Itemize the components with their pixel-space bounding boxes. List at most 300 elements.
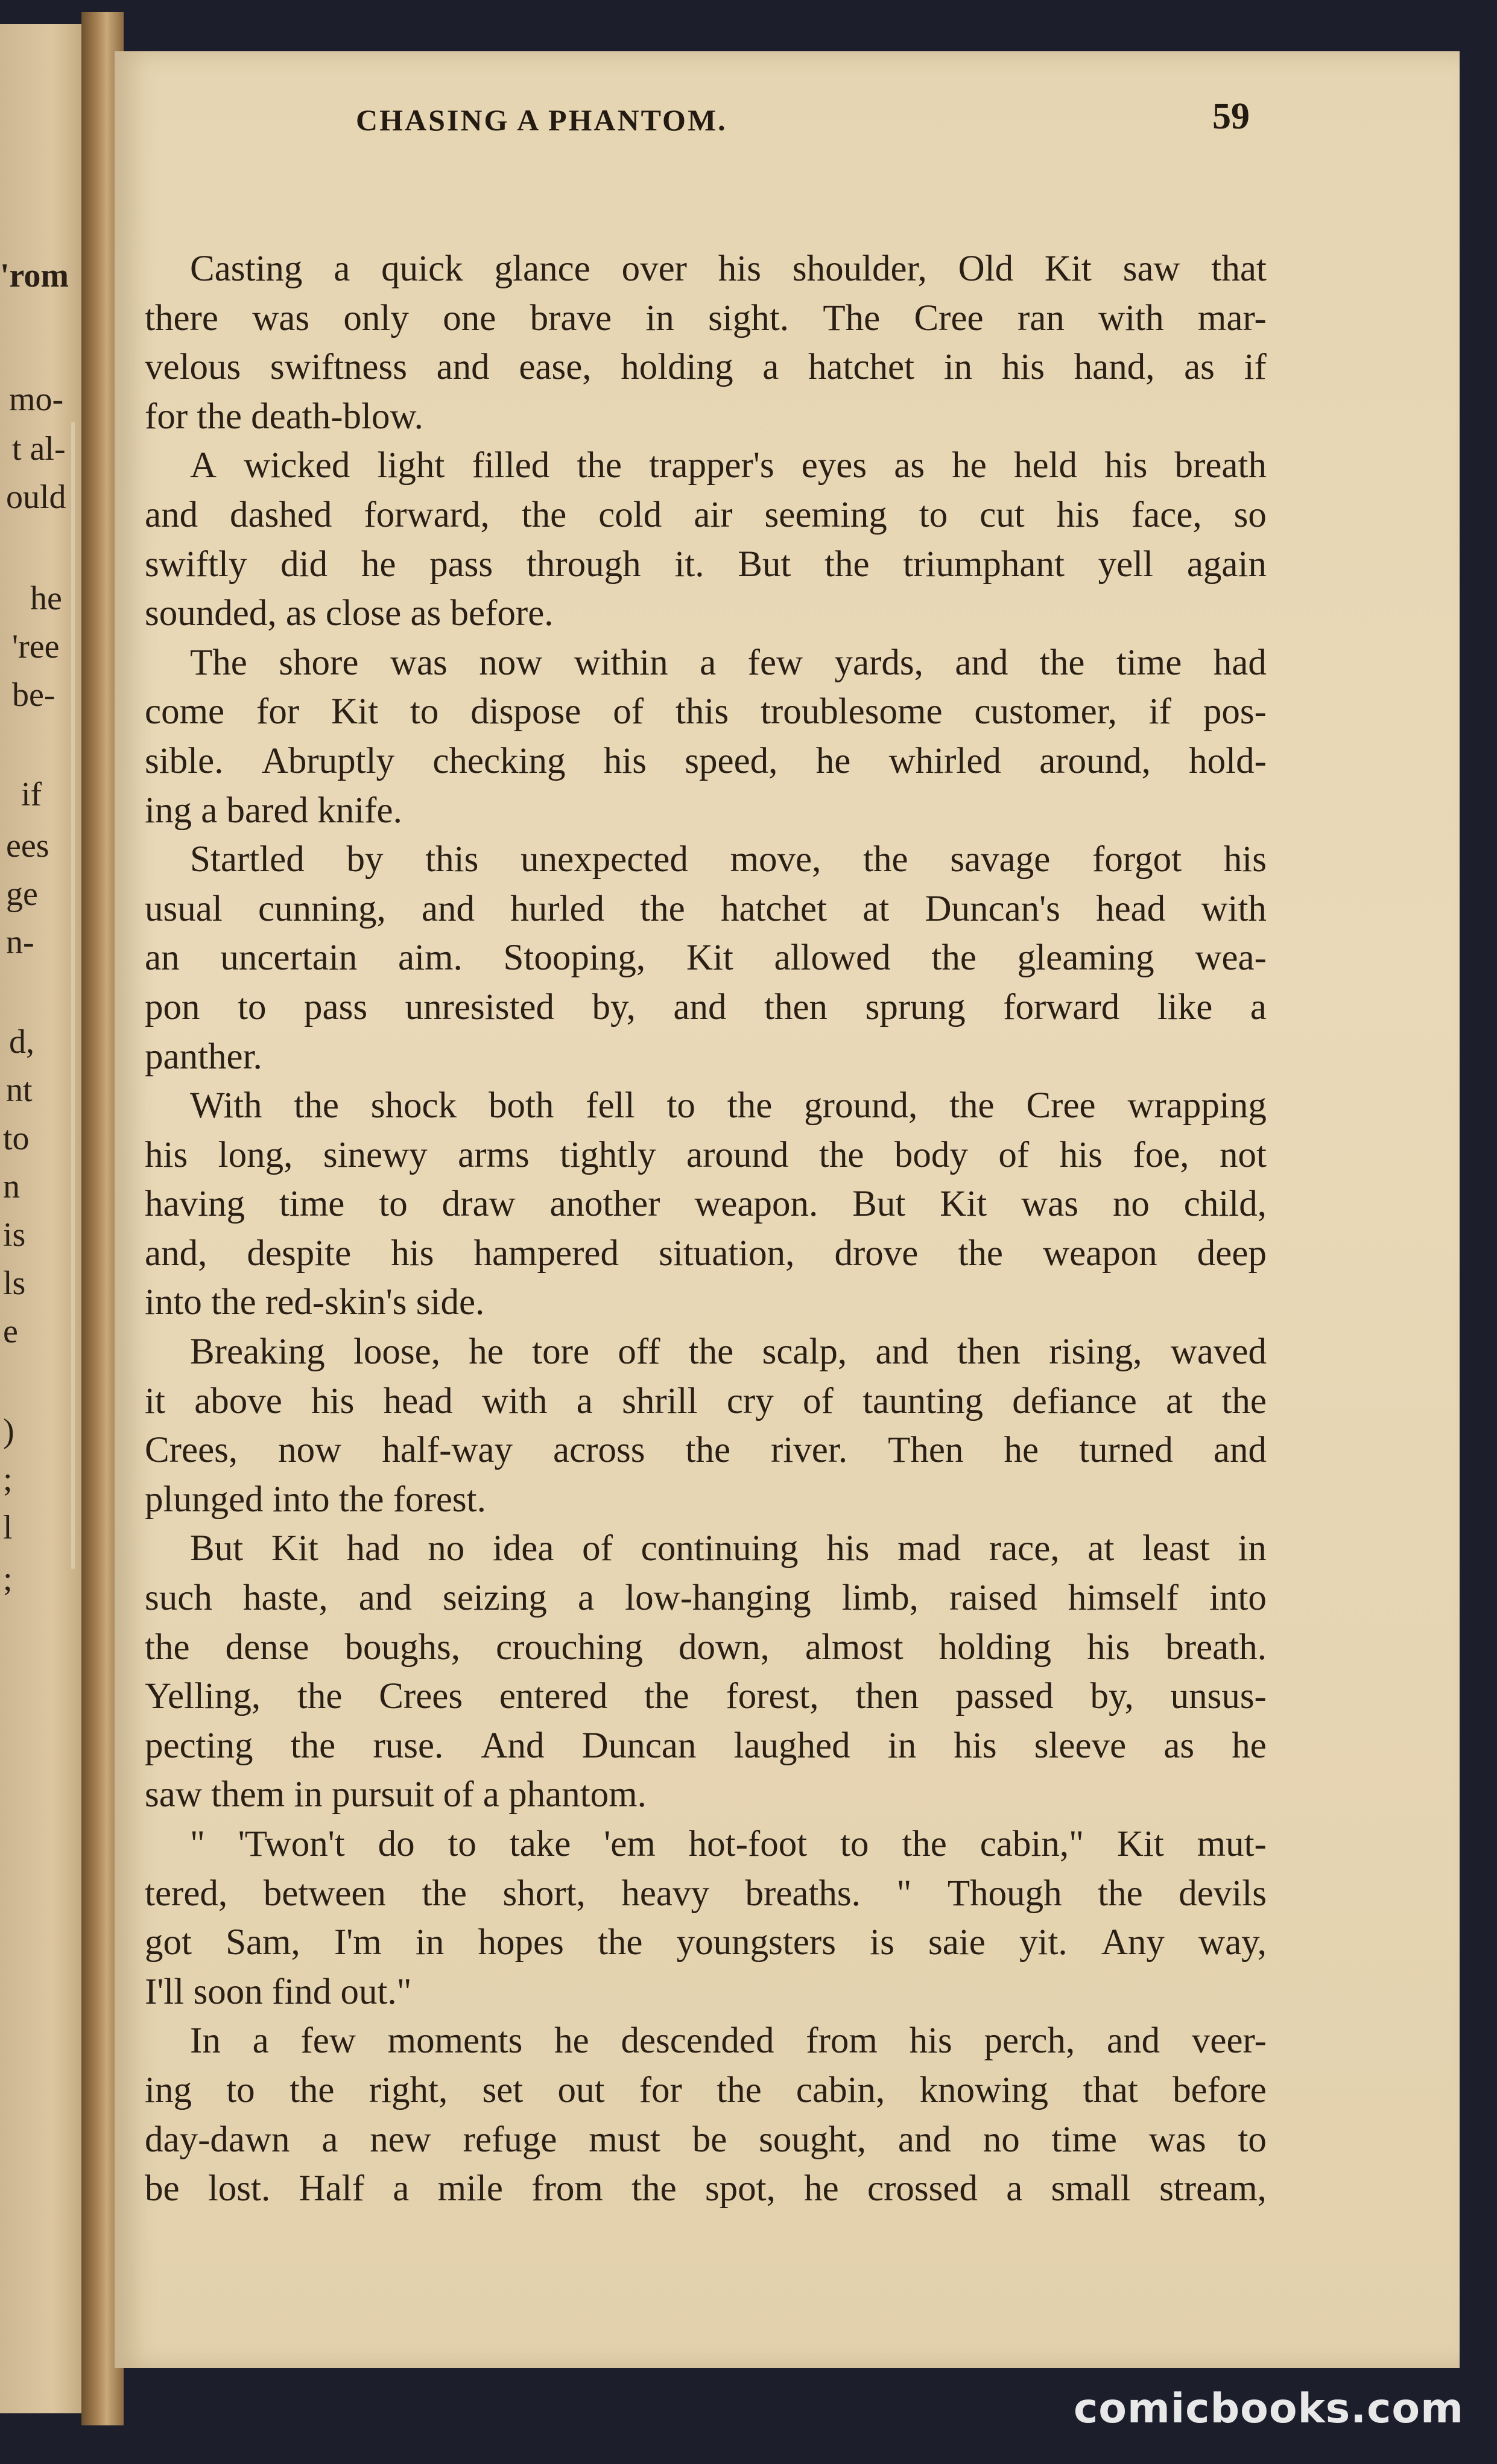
- word: ground,: [804, 1085, 918, 1126]
- word: Kit: [940, 1184, 987, 1225]
- text-line: [145, 687, 1267, 737]
- text-line-content: [190, 441, 1267, 491]
- word: ease,: [519, 347, 592, 388]
- word: then: [764, 986, 828, 1027]
- word: half-way: [382, 1430, 513, 1471]
- word: as: [1184, 347, 1215, 388]
- text-line: [145, 1623, 1267, 1672]
- word: there: [145, 297, 218, 338]
- word: wea-: [1195, 938, 1267, 979]
- word: body: [894, 1134, 968, 1175]
- word: and: [955, 642, 1008, 683]
- word: knowing: [919, 2069, 1049, 2110]
- text-line: [145, 1770, 1267, 1820]
- word: Any: [1101, 1922, 1165, 1963]
- word: the: [1039, 642, 1085, 683]
- text-line: [145, 1229, 1267, 1278]
- word: ": [190, 1824, 205, 1864]
- text-line-content: into the red-skin's side.: [145, 1282, 485, 1323]
- word: Though: [947, 1873, 1062, 1914]
- word: another: [549, 1184, 660, 1225]
- word: cry: [726, 1380, 774, 1421]
- word: his: [1104, 445, 1148, 486]
- word: then: [957, 1332, 1021, 1373]
- word: not: [1220, 1134, 1267, 1175]
- word: at: [1166, 1380, 1193, 1421]
- text-line: [145, 491, 1267, 540]
- word: swiftly: [145, 544, 247, 585]
- word: having: [145, 1184, 245, 1225]
- text-line-content: [145, 1623, 1267, 1672]
- word: with: [482, 1380, 548, 1421]
- word: is: [870, 1922, 894, 1963]
- text-line: [145, 933, 1267, 983]
- word: arms: [458, 1134, 530, 1175]
- word: raised: [949, 1578, 1037, 1619]
- text-line-content: [190, 1524, 1267, 1573]
- word: his: [909, 2021, 952, 2062]
- word: into: [1209, 1578, 1267, 1619]
- word: scalp,: [762, 1332, 847, 1373]
- word: the: [717, 2069, 762, 2110]
- word: Breaking: [190, 1332, 325, 1373]
- word: Stooping,: [503, 938, 646, 979]
- word: few: [300, 2021, 356, 2062]
- word: if: [1244, 347, 1267, 388]
- word: unexpected: [521, 839, 688, 880]
- word: a: [577, 1578, 595, 1619]
- text-line-content: [190, 244, 1267, 294]
- word: foe,: [1133, 1134, 1189, 1175]
- word: the: [294, 1085, 339, 1126]
- word: I'm: [334, 1922, 382, 1963]
- word: weapon: [1043, 1233, 1157, 1274]
- word: river.: [771, 1430, 848, 1471]
- word: the: [644, 1676, 689, 1717]
- word: the: [931, 938, 976, 979]
- word: like: [1157, 986, 1213, 1027]
- word: by,: [592, 986, 636, 1027]
- text-line: [145, 1524, 1267, 1573]
- word: off: [618, 1332, 660, 1373]
- text-line: [145, 1869, 1267, 1919]
- text-line: [145, 1180, 1267, 1229]
- word: and: [436, 347, 490, 388]
- word: low-hanging: [625, 1578, 811, 1619]
- text-line: [145, 589, 1267, 638]
- text-line: [145, 1278, 1267, 1327]
- word: tightly: [560, 1134, 656, 1175]
- text-line: [145, 1327, 1267, 1377]
- word: ran: [1017, 297, 1065, 338]
- word: The: [823, 297, 881, 338]
- text-line: [145, 2115, 1267, 2165]
- word: a: [1006, 2168, 1023, 2209]
- word: the: [727, 1085, 773, 1126]
- word: dispose: [470, 691, 581, 732]
- word: held: [1014, 445, 1078, 486]
- word: hold-: [1189, 740, 1267, 781]
- word: be: [692, 2119, 727, 2160]
- word: both: [488, 1085, 554, 1126]
- word: himself: [1068, 1578, 1179, 1619]
- text-line: [145, 294, 1267, 343]
- word: Casting: [190, 249, 303, 289]
- word: to: [379, 1184, 408, 1225]
- word: wrapping: [1127, 1085, 1267, 1126]
- word: his: [1001, 347, 1045, 388]
- word: haste,: [243, 1578, 328, 1619]
- word: the: [289, 2069, 335, 2110]
- word: from: [531, 2168, 603, 2209]
- left-page-fragment: is: [3, 1216, 26, 1254]
- word: crouching: [496, 1627, 643, 1668]
- word: that: [1083, 2069, 1138, 2110]
- word: he: [815, 740, 851, 781]
- word: wicked: [244, 445, 350, 486]
- word: it.: [674, 544, 704, 585]
- word: sible.: [145, 740, 224, 781]
- text-line: [145, 1820, 1267, 1869]
- text-line-content: [190, 835, 1267, 884]
- word: the: [685, 1430, 731, 1471]
- word: to: [1238, 2119, 1267, 2160]
- word: to: [238, 986, 267, 1027]
- left-page-fragment: d,: [9, 1023, 34, 1061]
- word: pass: [304, 986, 368, 1027]
- word: was: [390, 642, 448, 683]
- word: cold: [598, 494, 662, 535]
- text-line-content: sounded, as close as before.: [145, 593, 554, 634]
- text-line: [145, 1032, 1267, 1082]
- word: forward: [1003, 986, 1120, 1027]
- left-page-fragment: ;: [3, 1560, 13, 1598]
- word: he: [554, 2021, 589, 2062]
- word: the: [824, 544, 870, 585]
- text-line: [145, 1426, 1267, 1475]
- text-line: [145, 1721, 1267, 1771]
- word: gleaming: [1017, 938, 1154, 979]
- text-line-content: [145, 1869, 1267, 1919]
- word: loose,: [353, 1332, 440, 1373]
- word: no: [1112, 1184, 1150, 1225]
- text-line-content: ing a bared knife.: [145, 790, 402, 831]
- running-head: CHASING A PHANTOM.: [356, 103, 727, 137]
- word: least: [1142, 1528, 1210, 1569]
- text-line: [145, 884, 1267, 934]
- word: defiance: [1012, 1380, 1137, 1421]
- word: hand,: [1074, 347, 1155, 388]
- word: small: [1051, 2168, 1131, 2209]
- word: hatchet: [808, 347, 915, 388]
- text-line: [145, 1131, 1267, 1180]
- text-line-content: plunged into the forest.: [145, 1479, 486, 1520]
- word: In: [190, 2021, 221, 2062]
- word: deep: [1197, 1233, 1267, 1274]
- word: he: [804, 2168, 839, 2209]
- text-line-content: [145, 540, 1267, 589]
- word: as: [1163, 1725, 1195, 1766]
- word: the: [145, 1627, 190, 1668]
- word: checking: [432, 740, 566, 781]
- word: his: [1059, 1134, 1103, 1175]
- word: the: [640, 888, 685, 929]
- word: allowed: [774, 938, 891, 979]
- word: forest,: [726, 1676, 819, 1717]
- text-line-content: [190, 1081, 1267, 1131]
- word: shoulder,: [792, 249, 927, 289]
- word: around,: [1039, 740, 1151, 781]
- word: the: [688, 1332, 734, 1373]
- word: usual: [145, 888, 223, 929]
- word: glance: [494, 249, 590, 289]
- left-page-fragment: to: [3, 1120, 30, 1157]
- word: boughs,: [344, 1627, 461, 1668]
- left-page-fragment: if: [21, 776, 42, 813]
- word: cunning,: [258, 888, 386, 929]
- word: crossed: [867, 2168, 978, 2209]
- text-line-content: [145, 2066, 1267, 2115]
- word: and: [1213, 1430, 1267, 1471]
- word: ": [896, 1873, 912, 1914]
- word: out: [557, 2069, 605, 2110]
- word: But: [738, 544, 791, 585]
- word: With: [190, 1085, 262, 1126]
- word: But: [190, 1528, 244, 1569]
- word: Kit: [331, 691, 379, 732]
- text-line-content: [145, 1131, 1267, 1180]
- word: down,: [679, 1627, 770, 1668]
- word: at: [1087, 1528, 1115, 1569]
- word: then: [855, 1676, 919, 1717]
- word: tore: [532, 1332, 590, 1373]
- word: before: [1173, 2069, 1267, 2110]
- word: holding: [621, 347, 733, 388]
- word: across: [553, 1430, 645, 1471]
- word: mile: [437, 2168, 503, 2209]
- word: right,: [369, 2069, 448, 2110]
- text-line-content: [145, 933, 1267, 983]
- text-line-content: saw them in pursuit of a phantom.: [145, 1774, 647, 1815]
- word: devils: [1179, 1873, 1267, 1914]
- word: passed: [955, 1676, 1054, 1717]
- word: and: [421, 888, 475, 929]
- word: despite: [247, 1233, 352, 1274]
- word: the: [818, 1134, 864, 1175]
- word: eyes: [801, 445, 867, 486]
- word: pos-: [1203, 691, 1267, 732]
- word: and: [358, 1578, 412, 1619]
- word: way,: [1198, 1922, 1267, 1963]
- word: yards,: [834, 642, 923, 683]
- word: pon: [145, 986, 200, 1027]
- word: pecting: [145, 1725, 253, 1766]
- word: to: [226, 2069, 255, 2110]
- word: that: [1211, 249, 1267, 289]
- word: the: [297, 1676, 343, 1717]
- word: hot-foot: [688, 1824, 808, 1864]
- text-line-content: [145, 1180, 1267, 1229]
- text-line: [145, 2066, 1267, 2115]
- word: A: [190, 445, 217, 486]
- word: saie: [928, 1922, 986, 1963]
- text-line: [145, 1672, 1267, 1721]
- word: shrill: [622, 1380, 698, 1421]
- word: brave: [530, 297, 612, 338]
- word: face,: [1131, 494, 1202, 535]
- left-page-fragment: 'rom: [0, 257, 69, 294]
- word: to: [410, 691, 439, 732]
- word: waved: [1170, 1332, 1267, 1373]
- word: hatchet: [720, 888, 828, 929]
- word: do: [378, 1824, 415, 1864]
- word: to: [666, 1085, 695, 1126]
- text-line: [145, 441, 1267, 491]
- word: head: [1096, 888, 1166, 929]
- word: 'em: [604, 1824, 656, 1864]
- word: by: [346, 839, 384, 880]
- text-line: [145, 244, 1267, 294]
- text-line: [145, 638, 1267, 688]
- word: a: [393, 2168, 410, 2209]
- text-line: [145, 343, 1267, 392]
- word: now: [479, 642, 543, 683]
- word: dashed: [230, 494, 332, 535]
- text-line-content: [190, 638, 1267, 688]
- word: come: [145, 691, 225, 732]
- left-page-fragment: ;: [3, 1461, 13, 1498]
- word: Crees: [379, 1676, 463, 1717]
- word: it: [145, 1380, 165, 1421]
- word: sought,: [759, 2119, 867, 2160]
- word: forward,: [364, 494, 490, 535]
- word: a: [700, 642, 717, 683]
- text-line-content: [145, 1229, 1267, 1278]
- word: as: [894, 445, 925, 486]
- word: rising,: [1049, 1332, 1142, 1373]
- word: Old: [958, 249, 1014, 289]
- text-line: [145, 392, 1267, 442]
- word: hampered: [473, 1233, 619, 1274]
- text-line-content: [145, 1918, 1267, 1967]
- left-page-fragment: 'ree: [12, 628, 60, 665]
- word: quick: [381, 249, 463, 289]
- word: had: [1213, 642, 1267, 683]
- text-line-content: I'll soon find out.": [145, 1971, 412, 2012]
- word: through: [526, 544, 641, 585]
- word: Cree: [1026, 1085, 1096, 1126]
- word: sleeve: [1034, 1725, 1127, 1766]
- word: did: [280, 544, 328, 585]
- left-page-fragment: nt: [6, 1072, 33, 1109]
- word: child,: [1183, 1184, 1267, 1225]
- word: mar-: [1197, 297, 1267, 338]
- word: no: [983, 2119, 1020, 2160]
- left-page-fragment: l: [3, 1509, 13, 1546]
- left-page-fragment: n: [3, 1168, 20, 1205]
- word: velous: [145, 347, 241, 388]
- word: shock: [370, 1085, 457, 1126]
- word: again: [1186, 544, 1267, 585]
- word: with: [1098, 297, 1164, 338]
- word: the: [521, 494, 567, 535]
- word: lost.: [207, 2168, 271, 2209]
- text-line-content: [145, 343, 1267, 392]
- text-line: [145, 1377, 1267, 1426]
- text-line: [145, 1573, 1267, 1623]
- text-line: [145, 737, 1267, 786]
- word: whirled: [888, 740, 1001, 781]
- word: in: [1238, 1528, 1267, 1569]
- text-line-content: for the death-blow.: [145, 396, 423, 437]
- word: breaths.: [745, 1873, 861, 1914]
- word: his: [145, 1134, 188, 1175]
- left-page-fragment: e: [3, 1313, 18, 1350]
- word: limb,: [841, 1578, 919, 1619]
- word: take: [509, 1824, 571, 1864]
- word: Duncan's: [925, 888, 1060, 929]
- word: unsus-: [1170, 1676, 1267, 1717]
- word: cabin,": [980, 1824, 1084, 1864]
- word: cut: [980, 494, 1025, 535]
- text-line-content: [145, 2164, 1267, 2214]
- word: triumphant: [903, 544, 1065, 585]
- word: his: [1056, 494, 1100, 535]
- body-text: [145, 244, 1267, 2214]
- word: above: [194, 1380, 282, 1421]
- word: trapper's: [649, 445, 774, 486]
- word: so: [1233, 494, 1267, 535]
- word: to: [448, 1824, 476, 1864]
- word: sight.: [708, 297, 790, 338]
- word: and: [1107, 2021, 1160, 2062]
- text-line-content: [145, 294, 1267, 343]
- word: hopes: [478, 1922, 564, 1963]
- word: unresisted: [405, 986, 554, 1027]
- word: of: [613, 691, 644, 732]
- site-watermark: comicbooks.com: [1073, 2385, 1464, 2433]
- text-line: [145, 2164, 1267, 2214]
- word: And: [481, 1725, 545, 1766]
- page-number: 59: [1212, 96, 1250, 137]
- word: with: [1201, 888, 1267, 929]
- word: the: [863, 839, 908, 880]
- text-line-content: [190, 2016, 1267, 2066]
- word: tered,: [145, 1873, 228, 1914]
- word: swiftness: [270, 347, 407, 388]
- word: pass: [429, 544, 493, 585]
- word: got: [145, 1922, 192, 1963]
- word: breath.: [1165, 1627, 1267, 1668]
- word: continuing: [641, 1528, 799, 1569]
- page-header: [356, 96, 1261, 151]
- word: mut-: [1197, 1824, 1267, 1864]
- left-page-fragment: mo-: [9, 381, 64, 418]
- word: veer-: [1191, 2021, 1267, 2062]
- text-line: [145, 1475, 1267, 1525]
- word: the: [422, 1873, 467, 1914]
- word: descended: [621, 2021, 774, 2062]
- word: heavy: [621, 1873, 709, 1914]
- word: laughed: [733, 1725, 850, 1766]
- word: set: [482, 2069, 524, 2110]
- word: his: [311, 1380, 355, 1421]
- left-page-fragment: ge: [6, 875, 38, 913]
- word: breath: [1174, 445, 1267, 486]
- word: Half: [299, 2168, 364, 2209]
- text-line-content: [145, 1721, 1267, 1771]
- word: sprung: [865, 986, 966, 1027]
